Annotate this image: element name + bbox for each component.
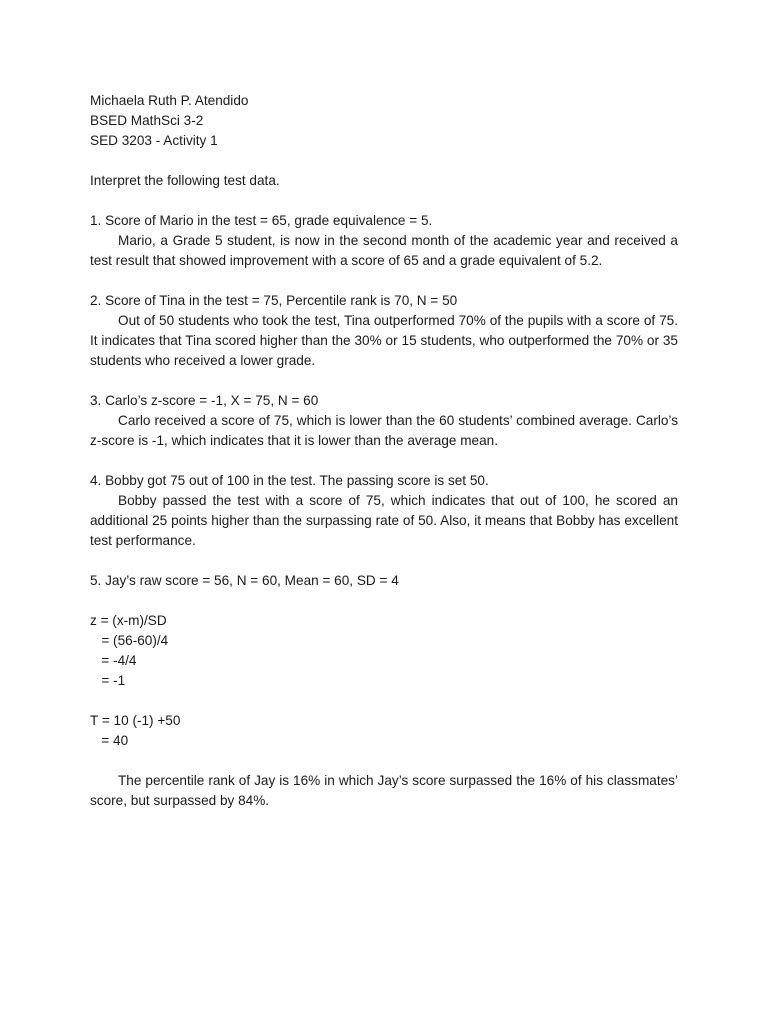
course-activity: SED 3203 - Activity 1 [90, 133, 218, 148]
spacer [90, 371, 678, 391]
z-work-line: = (56-60)/4 [90, 633, 169, 648]
z-work-line: = -1 [90, 673, 126, 688]
item-3-answer: Carlo received a score of 75, which is lower than the 60 students’ combined average. Carlo’s z-score is -1, which indicates that it is lower than the average mean. [90, 413, 678, 448]
item-5-heading: 5. Jay’s raw score = 56, N = 60, Mean = 60, SD = 4 [90, 573, 399, 588]
item-3-heading: 3. Carlo’s z-score = -1, X = 75, N = 60 [90, 393, 319, 408]
spacer [90, 271, 678, 291]
spacer [90, 691, 678, 711]
spacer [90, 151, 678, 171]
spacer [90, 451, 678, 471]
item-4-heading: 4. Bobby got 75 out of 100 in the test. The passing score is set 50. [90, 473, 489, 488]
item-2-answer: Out of 50 students who took the test, Tina outperformed 70% of the pupils with a score of 75. It indicates that Tina scored higher than the 30% or 15 students, who outperformed the 70% or 35 students who received a lower grade. [90, 313, 678, 368]
conclusion: The percentile rank of Jay is 16% in which Jay’s score surpassed the 16% of his classmates’ score, but surpassed by 84%. [90, 773, 678, 808]
class-section: BSED MathSci 3-2 [90, 113, 204, 128]
item-1-heading: 1. Score of Mario in the test = 65, grade equivalence = 5. [90, 213, 433, 228]
document-page [90, 91, 678, 811]
spacer [90, 551, 678, 571]
t-work-line: = 40 [90, 733, 129, 748]
item-1-answer: Mario, a Grade 5 student, is now in the second month of the academic year and received a test result that showed improvement with a score of 65 and a grade equivalent of 5.2. [90, 233, 678, 268]
spacer [90, 191, 678, 211]
item-2-heading: 2. Score of Tina in the test = 75, Percentile rank is 70, N = 50 [90, 293, 458, 308]
spacer [90, 751, 678, 771]
t-work-line: T = 10 (-1) +50 [90, 713, 181, 728]
z-work-line: = -4/4 [90, 653, 137, 668]
author-name: Michaela Ruth P. Atendido [90, 93, 249, 108]
spacer [90, 591, 678, 611]
instruction: Interpret the following test data. [90, 173, 280, 188]
z-work-line: z = (x-m)/SD [90, 613, 167, 628]
item-4-answer: Bobby passed the test with a score of 75, which indicates that out of 100, he scored an additional 25 points higher than the surpassing rate of 50. Also, it means that Bobby has excellent test performance. [90, 493, 678, 548]
